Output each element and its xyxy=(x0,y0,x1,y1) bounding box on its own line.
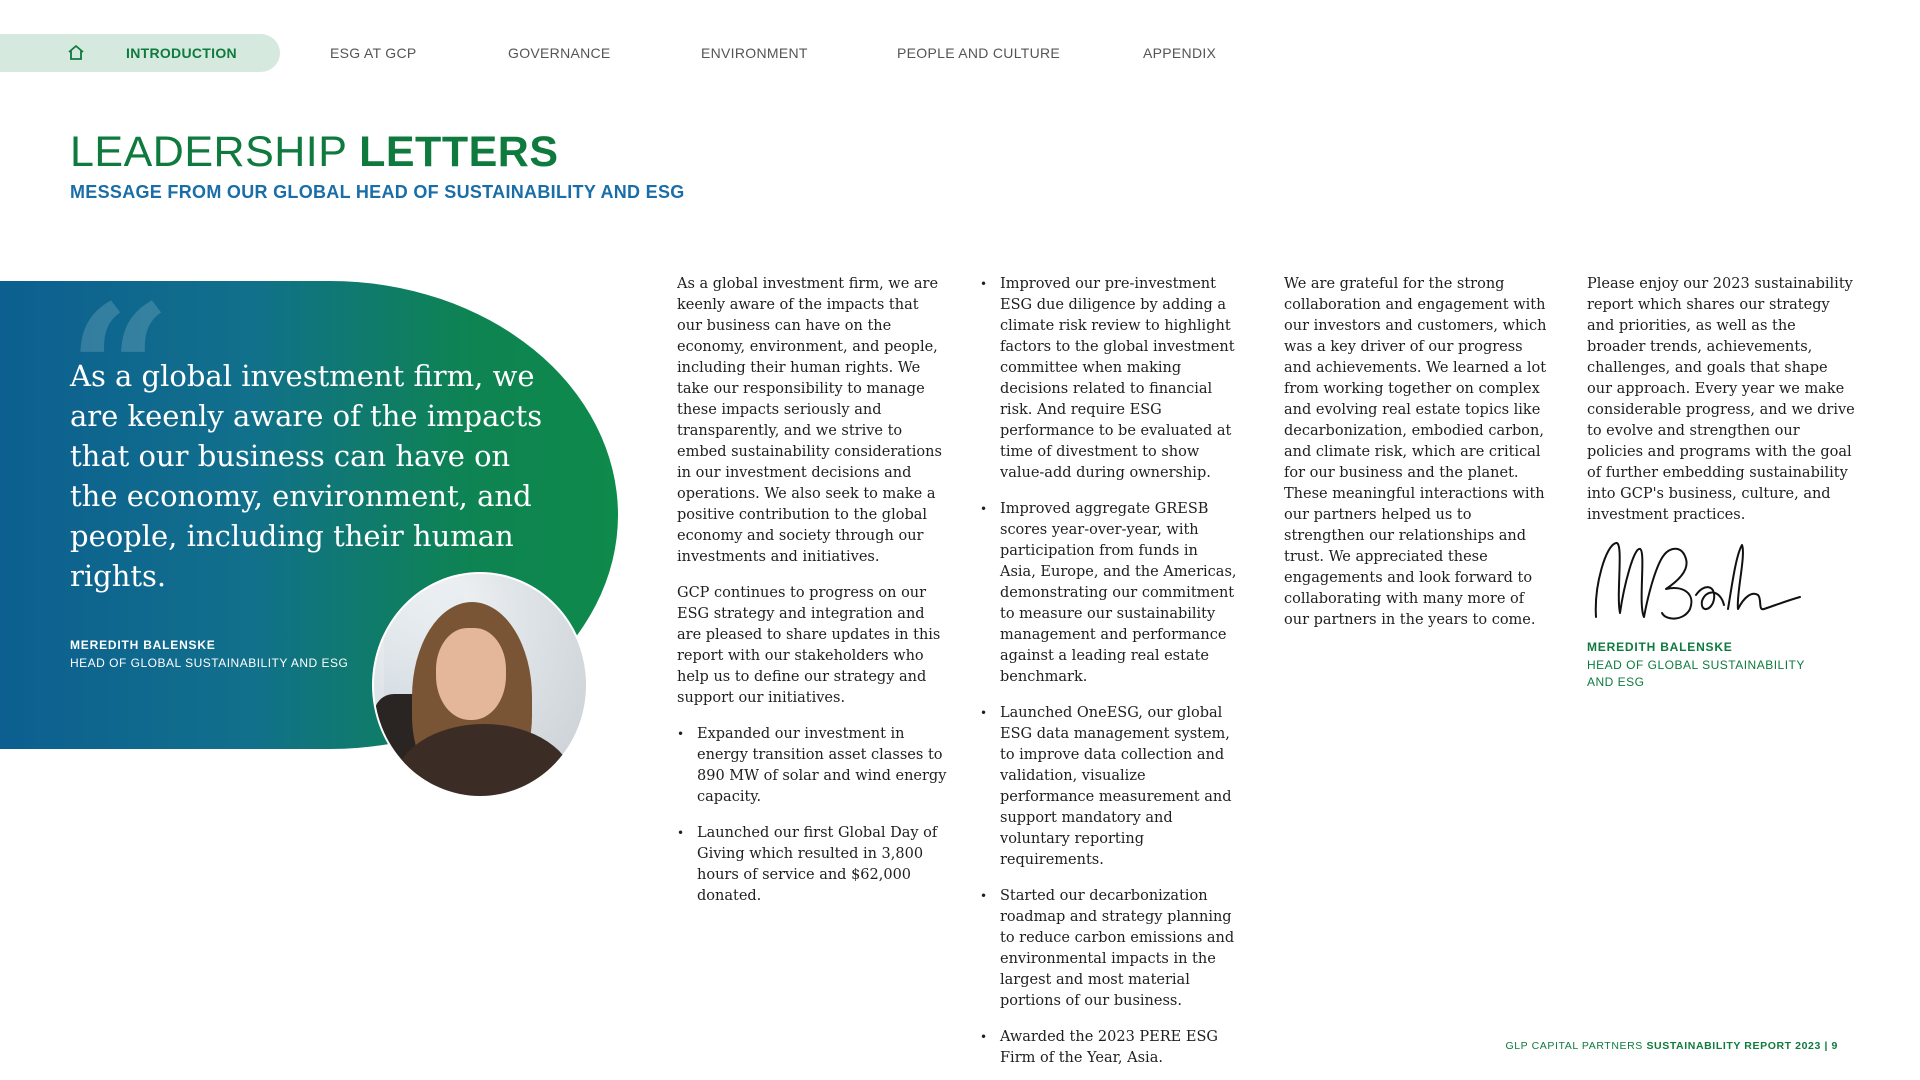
bullet-item: • Improved aggregate GRESB scores year-over-year, with participation from funds in Asia, Europe, and the Americas, demonstrating our commitment to measure our sustainability management and performance against a leading real estate benchmark. xyxy=(980,499,1238,688)
nav-tab-people-and-culture[interactable]: PEOPLE AND CULTURE xyxy=(897,45,1061,61)
body-column-3 xyxy=(1284,274,1548,646)
bullet-item: • Improved our pre-investment ESG due diligence by adding a climate risk review to highlight factors to the global investment committee when making decisions related to financial risk. And require ESG performance to be evaluated at time of divestment to show value-add during ownership. xyxy=(980,274,1238,484)
body-column-2 xyxy=(980,274,1238,1080)
pull-quote: As a global investment firm, we are keenly aware of the impacts that our business can have on the economy, environment, and people, including their human rights. xyxy=(70,359,543,593)
body-column-1 xyxy=(677,274,947,922)
signoff-name: MEREDITH BALENSKE xyxy=(1587,640,1733,654)
signature-image xyxy=(1586,525,1816,635)
quote-author-name: MEREDITH BALENSKE xyxy=(70,638,216,652)
top-navigation xyxy=(0,34,1300,72)
page-title xyxy=(70,128,559,177)
paragraph: We are grateful for the strong collaboration and engagement with our investors and customers, which was a key driver of our progress and achievements. We learned a lot from working together on complex and evolving real estate topics like decarbonization, embodied carbon, and climate risk, which are critical for our business and the planet. These meaningful interactions with our partners helped us to strengthen our relationships and trust. We appreciated these engagements and look forward to collaborating with many more of our partners in the years to come. xyxy=(1284,276,1547,628)
portrait-photo xyxy=(372,572,588,798)
home-icon[interactable] xyxy=(66,43,86,63)
bullet-item: • Launched OneESG, our global ESG data management system, to improve data collection and validation, visualize performance measurement and support mandatory and voluntary reporting requirements. xyxy=(980,703,1238,871)
footer-company: GLP CAPITAL PARTNERS xyxy=(1505,1040,1643,1052)
title-bold: LETTERS xyxy=(359,128,559,176)
title-light: LEADERSHIP xyxy=(70,128,347,176)
paragraph: GCP continues to progress on our ESG strategy and integration and are pleased to share updates in this report with our stakeholders who help us to define our strategy and support our initiatives. xyxy=(677,585,941,706)
body-column-4 xyxy=(1587,274,1857,541)
nav-tab-introduction[interactable]: INTRODUCTION xyxy=(126,45,237,61)
bullet-list xyxy=(980,274,1238,1069)
bullet-item: • Awarded the 2023 PERE ESG Firm of the Year, Asia. xyxy=(980,1027,1238,1069)
paragraph: Please enjoy our 2023 sustainability report which shares our strategy and priorities, as well as the broader trends, achievements, challenges, and goals that shape our approach. Every year we make considerable progress, and we drive to evolve and strengthen our policies and programs with the goal of further embedding sustainability into GCP's business, culture, and investment practices. xyxy=(1587,276,1855,523)
signoff-role: HEAD OF GLOBAL SUSTAINABILITY AND ESG xyxy=(1587,658,1805,689)
bullet-item: • Launched our first Global Day of Giving which resulted in 3,800 hours of service and $62,000 donated. xyxy=(677,823,947,907)
page-footer xyxy=(1505,1040,1838,1052)
quote-author-role: HEAD OF GLOBAL SUSTAINABILITY AND ESG xyxy=(70,656,349,670)
bullet-list xyxy=(677,724,947,907)
nav-tab-governance[interactable]: GOVERNANCE xyxy=(508,45,611,61)
nav-tab-esg-at-gcp[interactable]: ESG AT GCP xyxy=(330,45,417,61)
nav-tab-appendix[interactable]: APPENDIX xyxy=(1143,45,1217,61)
quote-mark-icon: “ xyxy=(68,266,172,477)
bullet-item: • Started our decarbonization roadmap and strategy planning to reduce carbon emissions and environmental impacts in the largest and most material portions of our business. xyxy=(980,886,1238,1012)
footer-separator: | xyxy=(1824,1040,1829,1052)
footer-report-title: SUSTAINABILITY REPORT 2023 xyxy=(1646,1040,1821,1052)
paragraph: As a global investment firm, we are keenly aware of the impacts that our business can have on the economy, environment, and people, including their human rights. We take our responsibility to manage these impacts seriously and transparently, and we strive to embed sustainability considerations in our investment decisions and operations. We also seek to make a positive contribution to the global economy and society through our investments and initiatives. xyxy=(677,276,942,565)
nav-tab-environment[interactable]: ENVIRONMENT xyxy=(701,45,808,61)
bullet-item: • Expanded our investment in energy transition asset classes to 890 MW of solar and wind energy capacity. xyxy=(677,724,947,808)
page-number: 9 xyxy=(1831,1040,1838,1052)
page-subtitle: MESSAGE FROM OUR GLOBAL HEAD OF SUSTAINABILITY AND ESG xyxy=(70,182,685,202)
